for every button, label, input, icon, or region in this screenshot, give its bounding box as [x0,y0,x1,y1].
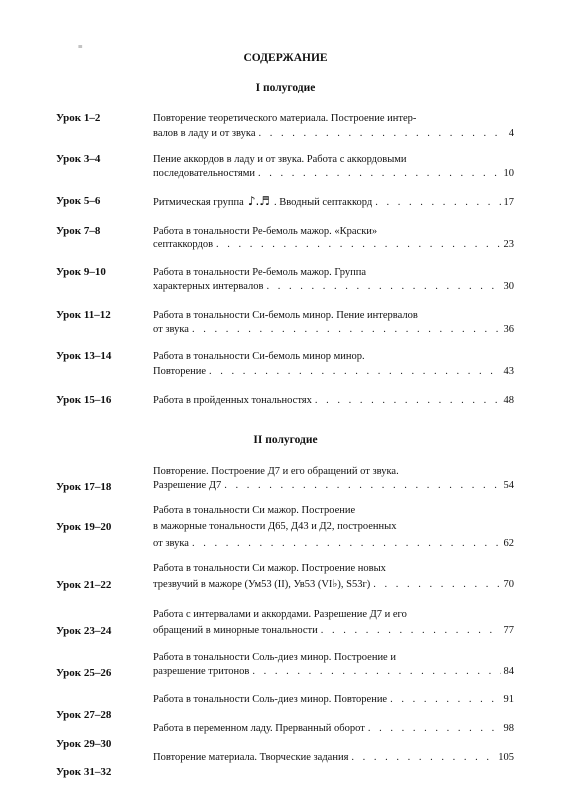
entry-text-line: Работа в тональности Си мажор. Построение [153,505,356,516]
entry-text-line: Работа в тональности Си мажор. Построение новых [153,563,386,574]
entry-last-line [153,127,514,140]
page-number: 4 [508,128,514,139]
entry-text-line: обращений в минорные тональности [153,625,318,636]
page-number: 48 [503,395,514,406]
lesson-label: Урок 13–14 [56,350,112,362]
entry-last-line [153,537,514,550]
page-number: 62 [503,538,514,549]
page-number: 54 [503,480,514,491]
entry-text-line: Работа в пройденных тональностях [153,395,312,406]
entry-text-line: последовательностями [153,168,255,179]
lesson-label: Урок 19–20 [56,521,112,533]
page-number: 17 [503,197,514,208]
lesson-label: Урок 17–18 [56,481,112,493]
dot-leader [252,665,500,678]
dot-leader [390,693,500,706]
entry-text-line: Повторение [153,366,207,377]
page-number: 30 [503,281,514,292]
dot-leader [258,167,501,180]
dot-leader [259,127,506,140]
entry-last-line [153,394,514,407]
first-half-heading: I полугодие [255,82,316,94]
entry-text-line: от звука [153,538,189,549]
lesson-label: Урок 15–16 [56,394,112,406]
entry-text-line: Работа в переменном ладу. Прерванный оборот [153,723,365,734]
entry-text-line: от звука [153,324,189,335]
entry-last-line [153,722,514,735]
entry-text-line: Работа в тональности Ре-бемоль мажор. Группа [153,267,367,278]
lesson-label: Урок 25–26 [56,667,112,679]
lesson-label: Урок 9–10 [56,266,106,278]
dot-leader [351,751,495,764]
lesson-label: Урок 29–30 [56,738,112,750]
dot-leader [315,394,501,407]
dot-leader [321,624,501,637]
page-number: 70 [503,579,514,590]
entry-text-line: валов в ладу и от звука [153,128,256,139]
dot-leader [209,365,500,378]
page-number: 77 [503,625,514,636]
lesson-label: Урок 31–32 [56,766,112,778]
entry-text-line: Повторение теоретического материала. Построение интер- [153,113,417,124]
page-number: 23 [503,239,514,250]
entry-last-line [153,280,514,293]
entry-text-line: Работа с интервалами и аккордами. Разрешение Д7 и его [153,609,407,620]
dot-leader [266,280,500,293]
entry-text-line: Пение аккордов в ладу и от звука. Работа с аккордовыми [153,154,407,165]
page-number: 105 [498,752,514,763]
entry-text-line: характерных интервалов [153,281,264,292]
lesson-label: Урок 11–12 [56,309,111,321]
corner-mark: ≡ [78,42,83,51]
entry-last-line [153,751,514,764]
entry-text-line: в мажорные тональности Д65, Д43 и Д2, построенных [153,521,397,532]
lesson-label: Урок 5–6 [56,195,101,207]
entry-text-line: Повторение материала. Творческие задания [153,752,349,763]
page-number: 36 [503,324,514,335]
toc-title: СОДЕРЖАНИЕ [243,52,328,64]
lesson-label: Урок 7–8 [56,225,101,237]
entry-last-line [153,693,514,706]
entry-text-line: . Вводный септаккорд [274,197,373,208]
dot-leader [192,537,501,550]
dot-leader [368,722,501,735]
dot-leader [192,323,501,336]
entry-last-line [153,578,514,591]
entry-last-line [153,365,514,378]
entry-text-line: Разрешение Д7 [153,480,222,491]
dot-leader [373,578,500,591]
entry-last-line [153,323,514,336]
lesson-label: Урок 3–4 [56,153,101,165]
lesson-label: Урок 23–24 [56,625,112,637]
entry-text-line: разрешение тритонов [153,666,250,677]
lesson-label: Урок 27–28 [56,709,112,721]
entry-last-line [153,238,514,251]
entry-text-line: Работа в тональности Си-бемоль минор минор. [153,351,365,362]
entry-text-line: Работа в тональности Си-бемоль минор. Пение интервалов [153,310,418,321]
lesson-label: Урок 21–22 [56,579,112,591]
entry-text-line: септаккордов [153,239,214,250]
dot-leader [224,479,500,492]
entry-text-line: Работа в тональности Соль-диез минор. Построение и [153,652,396,663]
entry-text-line: Повторение. Построение Д7 и его обращений от звука. [153,466,399,477]
lesson-label: Урок 1–2 [56,112,101,124]
entry-text-line: Ритмическая группа [153,197,244,208]
entry-text-line: Работа в тональности Соль-диез минор. Повторение [153,694,388,705]
dot-leader [216,238,500,251]
entry-last-line [153,624,514,637]
second-half-heading: II полугодие [253,434,318,446]
entry-text-line: трезвучий в мажоре (Ум53 (II), Ув53 (VI♭), S53г) [153,579,371,590]
entry-last-line [153,479,514,492]
dot-leader [375,196,500,209]
entry-last-line [153,665,514,678]
entry-last-line [153,167,514,180]
dotted-eighth-sixteenth-note-icon: ♪.♬ [247,195,271,208]
entry-text-line: Работа в тональности Ре-бемоль мажор. «Краски» [153,226,378,237]
page-number: 10 [503,168,514,179]
page-number: 43 [503,366,514,377]
page-number: 91 [503,694,514,705]
entry-last-line [153,195,514,209]
page-number: 98 [503,723,514,734]
page-number: 84 [503,666,514,677]
